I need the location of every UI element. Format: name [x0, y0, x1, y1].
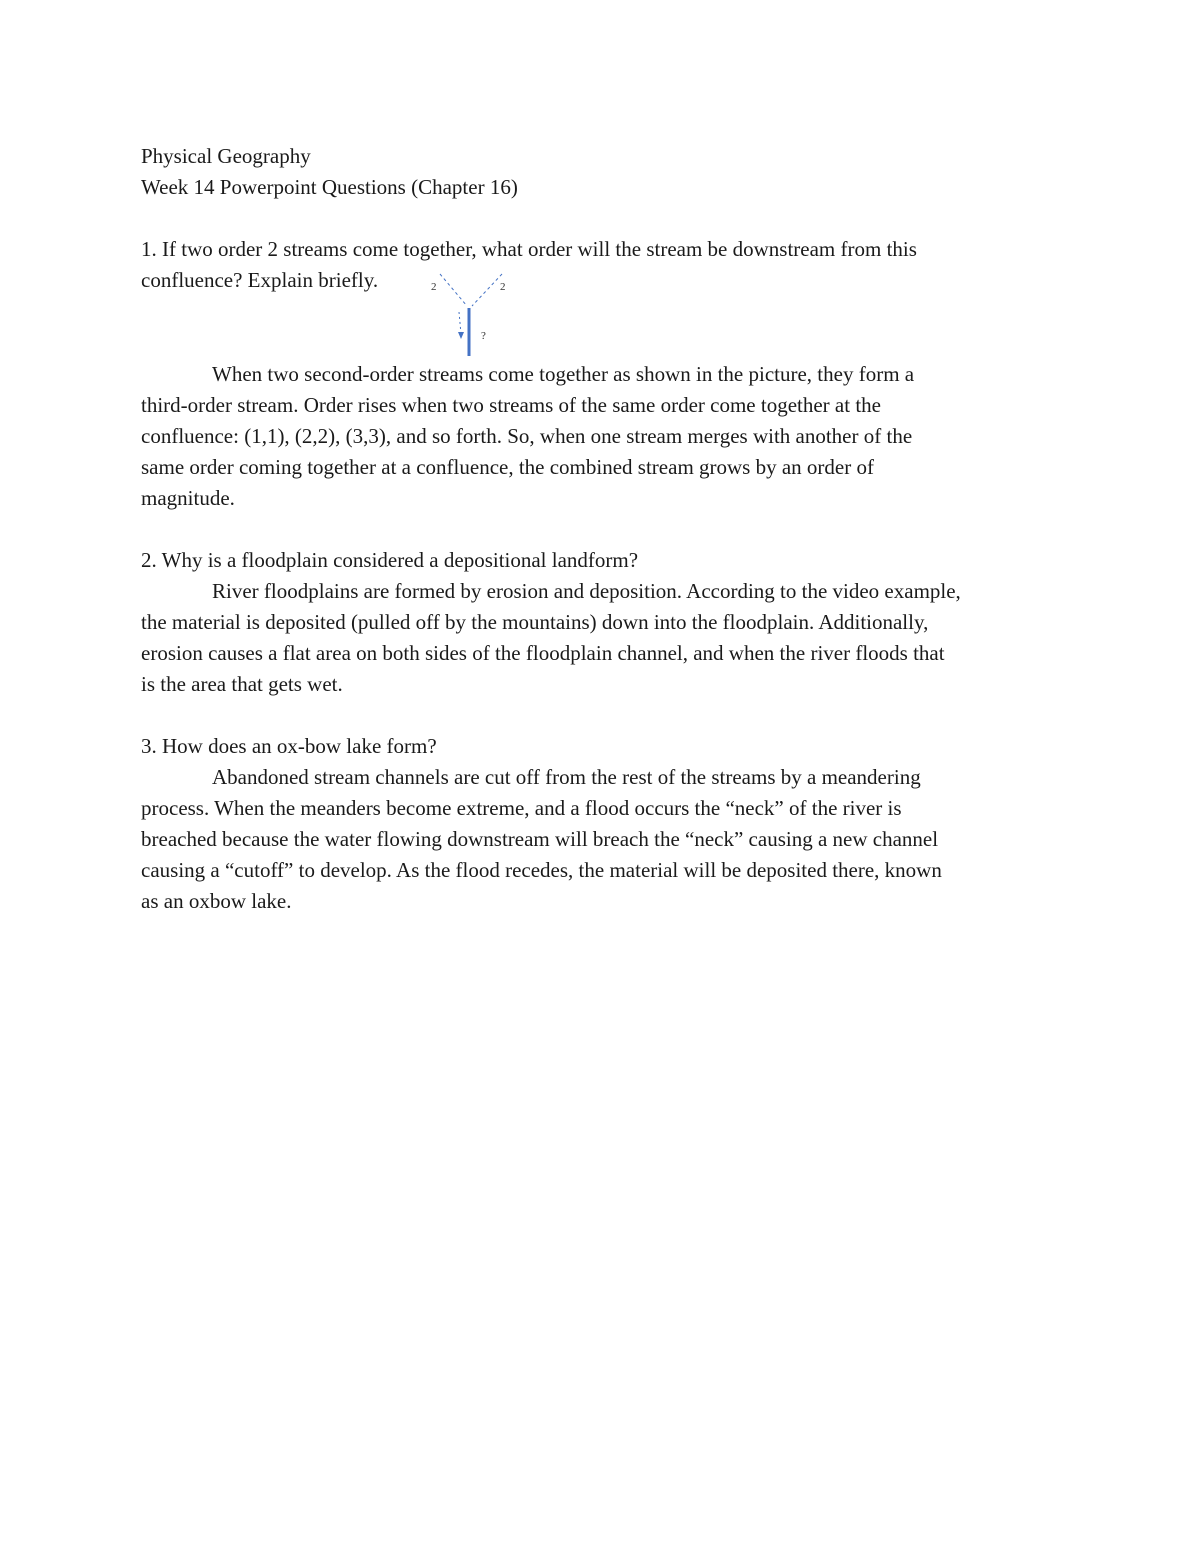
- question-3: 3. How does an ox-bow lake form?: [141, 734, 437, 758]
- answer-2-line-3: erosion causes a flat area on both sides of the floodplain channel, and when the river floods that: [141, 641, 945, 665]
- answer-1-line-1: When two second-order streams come together as shown in the picture, they form a: [212, 362, 915, 386]
- flow-arrow-shaft: [459, 312, 461, 334]
- answer-3-line-2: process. When the meanders become extreme, and a flood occurs the “neck” of the river is: [141, 796, 902, 820]
- right-tributary-stream: [472, 274, 502, 306]
- answer-2-line-4: is the area that gets wet.: [141, 672, 343, 696]
- answer-3-line-4: causing a “cutoff” to develop. As the flood recedes, the material will be deposited there, known: [141, 858, 942, 882]
- question-1-line-2: confluence? Explain briefly.: [141, 268, 379, 292]
- answer-1-line-5: magnitude.: [141, 486, 235, 510]
- left-tributary-stream: [440, 274, 467, 306]
- flow-arrow-head-icon: [458, 332, 464, 339]
- left-stream-order-label: 2: [431, 281, 437, 293]
- document-subtitle: Week 14 Powerpoint Questions (Chapter 16): [141, 175, 518, 199]
- answer-2-line-1: River floodplains are formed by erosion and deposition. According to the video example,: [212, 579, 961, 603]
- course-title: Physical Geography: [141, 144, 311, 168]
- answer-3-line-3: breached because the water flowing downstream will breach the “neck” causing a new channel: [141, 827, 939, 851]
- answer-1-line-2: third-order stream. Order rises when two streams of the same order come together at the: [141, 393, 881, 417]
- answer-1-line-4: same order coming together at a confluence, the combined stream grows by an order of: [141, 455, 874, 479]
- question-1-line-1: 1. If two order 2 streams come together, what order will the stream be downstream from this: [141, 237, 917, 261]
- question-2: 2. Why is a floodplain considered a depositional landform?: [141, 548, 639, 572]
- downstream-order-label: ?: [481, 330, 486, 342]
- answer-2-line-2: the material is deposited (pulled off by the mountains) down into the floodplain. Additionally,: [141, 610, 929, 634]
- right-stream-order-label: 2: [500, 281, 506, 293]
- answer-3-line-1: Abandoned stream channels are cut off from the rest of the streams by a meandering: [212, 765, 921, 789]
- answer-1-line-3: confluence: (1,1), (2,2), (3,3), and so forth. So, when one stream merges with another of the: [141, 424, 913, 448]
- answer-3-line-5: as an oxbow lake.: [141, 889, 292, 913]
- stream-order-diagram: [420, 266, 520, 362]
